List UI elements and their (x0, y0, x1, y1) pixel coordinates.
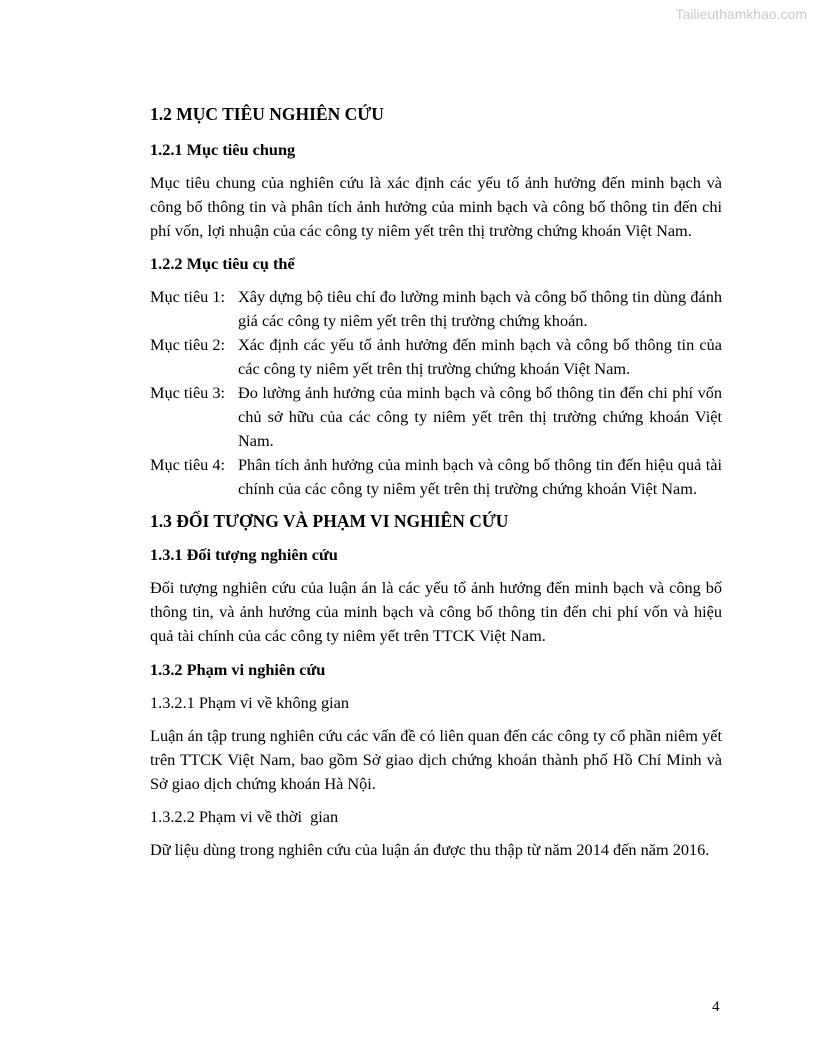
time-scope-heading: 1.3.2.2 Phạm vi về thời gian (150, 807, 339, 826)
subsection-1-2-2-heading: 1.2.2 Mục tiêu cụ thể (150, 254, 295, 273)
section-1-3-heading: 1.3 ĐỐI TƯỢNG VÀ PHẠM VI NGHIÊN CỨU (150, 511, 509, 531)
time-scope-paragraph: Dữ liệu dùng trong nghiên cứu của luận án được thu thập từ năm 2014 đến năm 2016. (150, 840, 710, 859)
objective-text: Phân tích ảnh hưởng của minh bạch và công bố thông tin đến hiệu quả tài chính của các công ty niêm yết trên thị trường chứng khoán Việt Nam. (238, 455, 722, 498)
objective-label: Mục tiêu 1: (150, 287, 226, 306)
objective-item (150, 381, 722, 453)
objective-label: Mục tiêu 2: (150, 335, 226, 354)
objective-item (150, 285, 722, 333)
objective-item (150, 453, 722, 501)
space-scope-paragraph: Luận án tập trung nghiên cứu các vấn đề có liên quan đến các công ty cổ phần niêm yết trên TTCK Việt Nam, bao gồm Sở giao dịch chứng khoán thành phố Hồ Chí Minh và Sở giao dịch chứng khoán Hà Nội. (150, 726, 722, 793)
objective-text: Xác định các yếu tố ảnh hưởng đến minh bạch và công bố thông tin của các công ty niêm yết trên thị trường chứng khoán Việt Nam. (238, 335, 722, 378)
subsection-1-2-1-heading: 1.2.1 Mục tiêu chung (150, 140, 296, 159)
subsection-1-3-2-heading: 1.3.2 Phạm vi nghiên cứu (150, 660, 326, 679)
subsection-1-3-1-heading: 1.3.1 Đối tượng nghiên cứu (150, 545, 338, 564)
objective-text: Đo lường ảnh hưởng của minh bạch và công bố thông tin đến chi phí vốn chủ sở hữu của các công ty niêm yết trên thị trường chứng khoán Việt Nam. (238, 383, 722, 450)
objective-item (150, 333, 722, 381)
general-objective-paragraph: Mục tiêu chung của nghiên cứu là xác định các yếu tố ảnh hưởng đến minh bạch và công bố thông tin và phân tích ảnh hưởng của minh bạch và công bố thông tin đến chi phí vốn, lợi nhuận của các công ty niêm yết trên thị trường chứng khoán Việt Nam. (150, 173, 722, 240)
watermark: Tailieuthamkhao.com (675, 6, 807, 22)
objective-label: Mục tiêu 4: (150, 455, 226, 474)
space-scope-heading: 1.3.2.1 Phạm vi về không gian (150, 693, 349, 712)
page-number: 4 (712, 999, 720, 1015)
objective-label: Mục tiêu 3: (150, 383, 226, 402)
document-page (150, 98, 722, 862)
research-subject-paragraph: Đối tượng nghiên cứu của luận án là các yếu tố ảnh hưởng đến minh bạch và công bố thông tin, và ảnh hưởng của minh bạch và công bố thông tin đến chi phí vốn và hiệu quả tài chính của các công ty niêm yết trên TTCK Việt Nam. (150, 578, 722, 645)
objective-text: Xây dựng bộ tiêu chí đo lường minh bạch và công bố thông tin dùng đánh giá các công ty niêm yết trên thị trường chứng khoán. (238, 287, 722, 330)
section-1-2-heading: 1.2 MỤC TIÊU NGHIÊN CỨU (150, 104, 384, 124)
